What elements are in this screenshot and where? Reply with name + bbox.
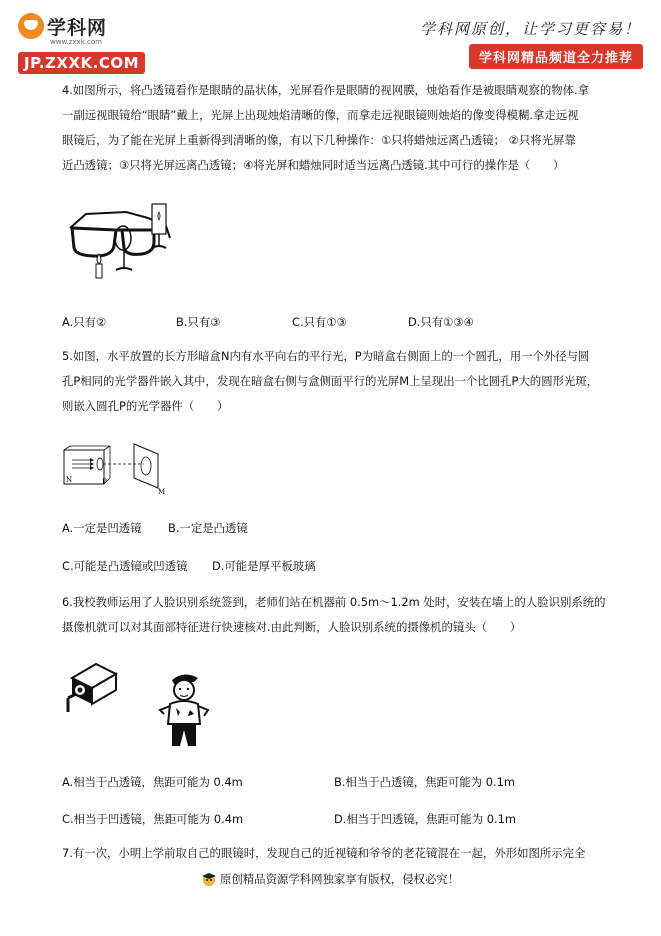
q4-line-2: 一副远视眼镜给“眼睛”戴上，光屏上出现烛焰清晰的像，而拿走远视眼镜则烛焰的像变得模糊.拿走远视 [62,108,579,122]
graduation-cap-icon [18,13,44,39]
logo-name: 学科网 [47,16,108,39]
logo-domain: JP.ZXXK.COM [18,52,145,74]
q6-line-2: 摄像机就可以对其面部特征进行快速核对.由此判断，人脸识别系统的摄像机的镜头（ ） [62,620,522,634]
q4-option-c: C.只有①③ [292,315,347,329]
q4-option-b: B.只有③ [176,315,221,329]
footer-copyright [200,870,459,888]
camera-figure [62,660,120,716]
header-slogan: 学科网原创，让学习更容易！ [419,20,641,38]
q6-line-1: 6.我校教师运用了人脸识别系统签到，老师们站在机器前 0.5m～1.2m 处时，安装在墙上的人脸识别系统的 [62,595,606,609]
person-figure [154,670,214,752]
q5-option-c: C.可能是凸透镜或凹透镜 [62,559,188,573]
site-logo[interactable] [18,12,140,72]
q4-line-4: 近凸透镜；③只将光屏远离凸透镜；④将光屏和蜡烛同时适当远离凸透镜.其中可行的操作是（ ） [62,158,565,172]
footer-text: 原创精品资源学科网独家享有版权，侵权必究！ [220,872,460,886]
fig-label-m: M [158,488,166,496]
question-5 [62,344,622,419]
question-7 [62,841,622,866]
q5-option-a: A.一定是凹透镜 [62,521,142,535]
question-6 [62,590,622,640]
q5-line-3: 则嵌入圆孔P的光学器件（ ） [62,399,229,413]
q7-line-1: 7.有一次，小明上学前取自己的眼镜时，发现自己的近视镜和爷爷的老花镜混在一起，外形如图所示完全 [62,846,586,860]
q5-option-b: B.一定是凸透镜 [168,521,248,535]
q4-option-d: D.只有①③④ [408,315,474,329]
q6-option-a: A.相当于凸透镜，焦距可能为 0.4m [62,775,243,789]
question-4 [62,78,622,178]
header-badge: 学科网精品频道全力推荐 [469,44,643,69]
fig-label-n: N [66,476,73,484]
mascot-icon [200,870,218,888]
logo-small-url: www.zxxk.com [50,38,102,46]
q4-line-3: 眼镜后，为了能在光屏上重新得到清晰的像，有以下几种操作：①只将蜡烛远离凸透镜； ②只将光屏靠 [62,133,576,147]
dark-box-light-figure [62,442,182,498]
q5-line-2: 孔P相同的光学器件嵌入其中，发现在暗盒右侧与盒侧面平行的光屏M上呈现出一个比圆孔P大的圆形光斑， [62,374,599,388]
fig-label-p: P [102,478,107,486]
q4-option-a: A.只有② [62,315,107,329]
q5-option-d: D.可能是厚平板玻璃 [212,559,316,573]
q6-option-c: C.相当于凹透镜，焦距可能为 0.4m [62,812,244,826]
q5-line-1: 5.如图，水平放置的长方形暗盒N内有水平向右的平行光，P为暗盒右侧面上的一个圆孔，用一个外径与圆 [62,349,590,363]
q6-option-b: B.相当于凸透镜，焦距可能为 0.1m [334,775,515,789]
glasses-candle-figure [66,194,186,280]
q4-line-1: 4.如图所示，将凸透镜看作是眼睛的晶状体，光屏看作是眼睛的视网膜，烛焰看作是被眼睛观察的物体.拿 [62,83,590,97]
q6-option-d: D.相当于凹透镜，焦距可能为 0.1m [334,812,516,826]
